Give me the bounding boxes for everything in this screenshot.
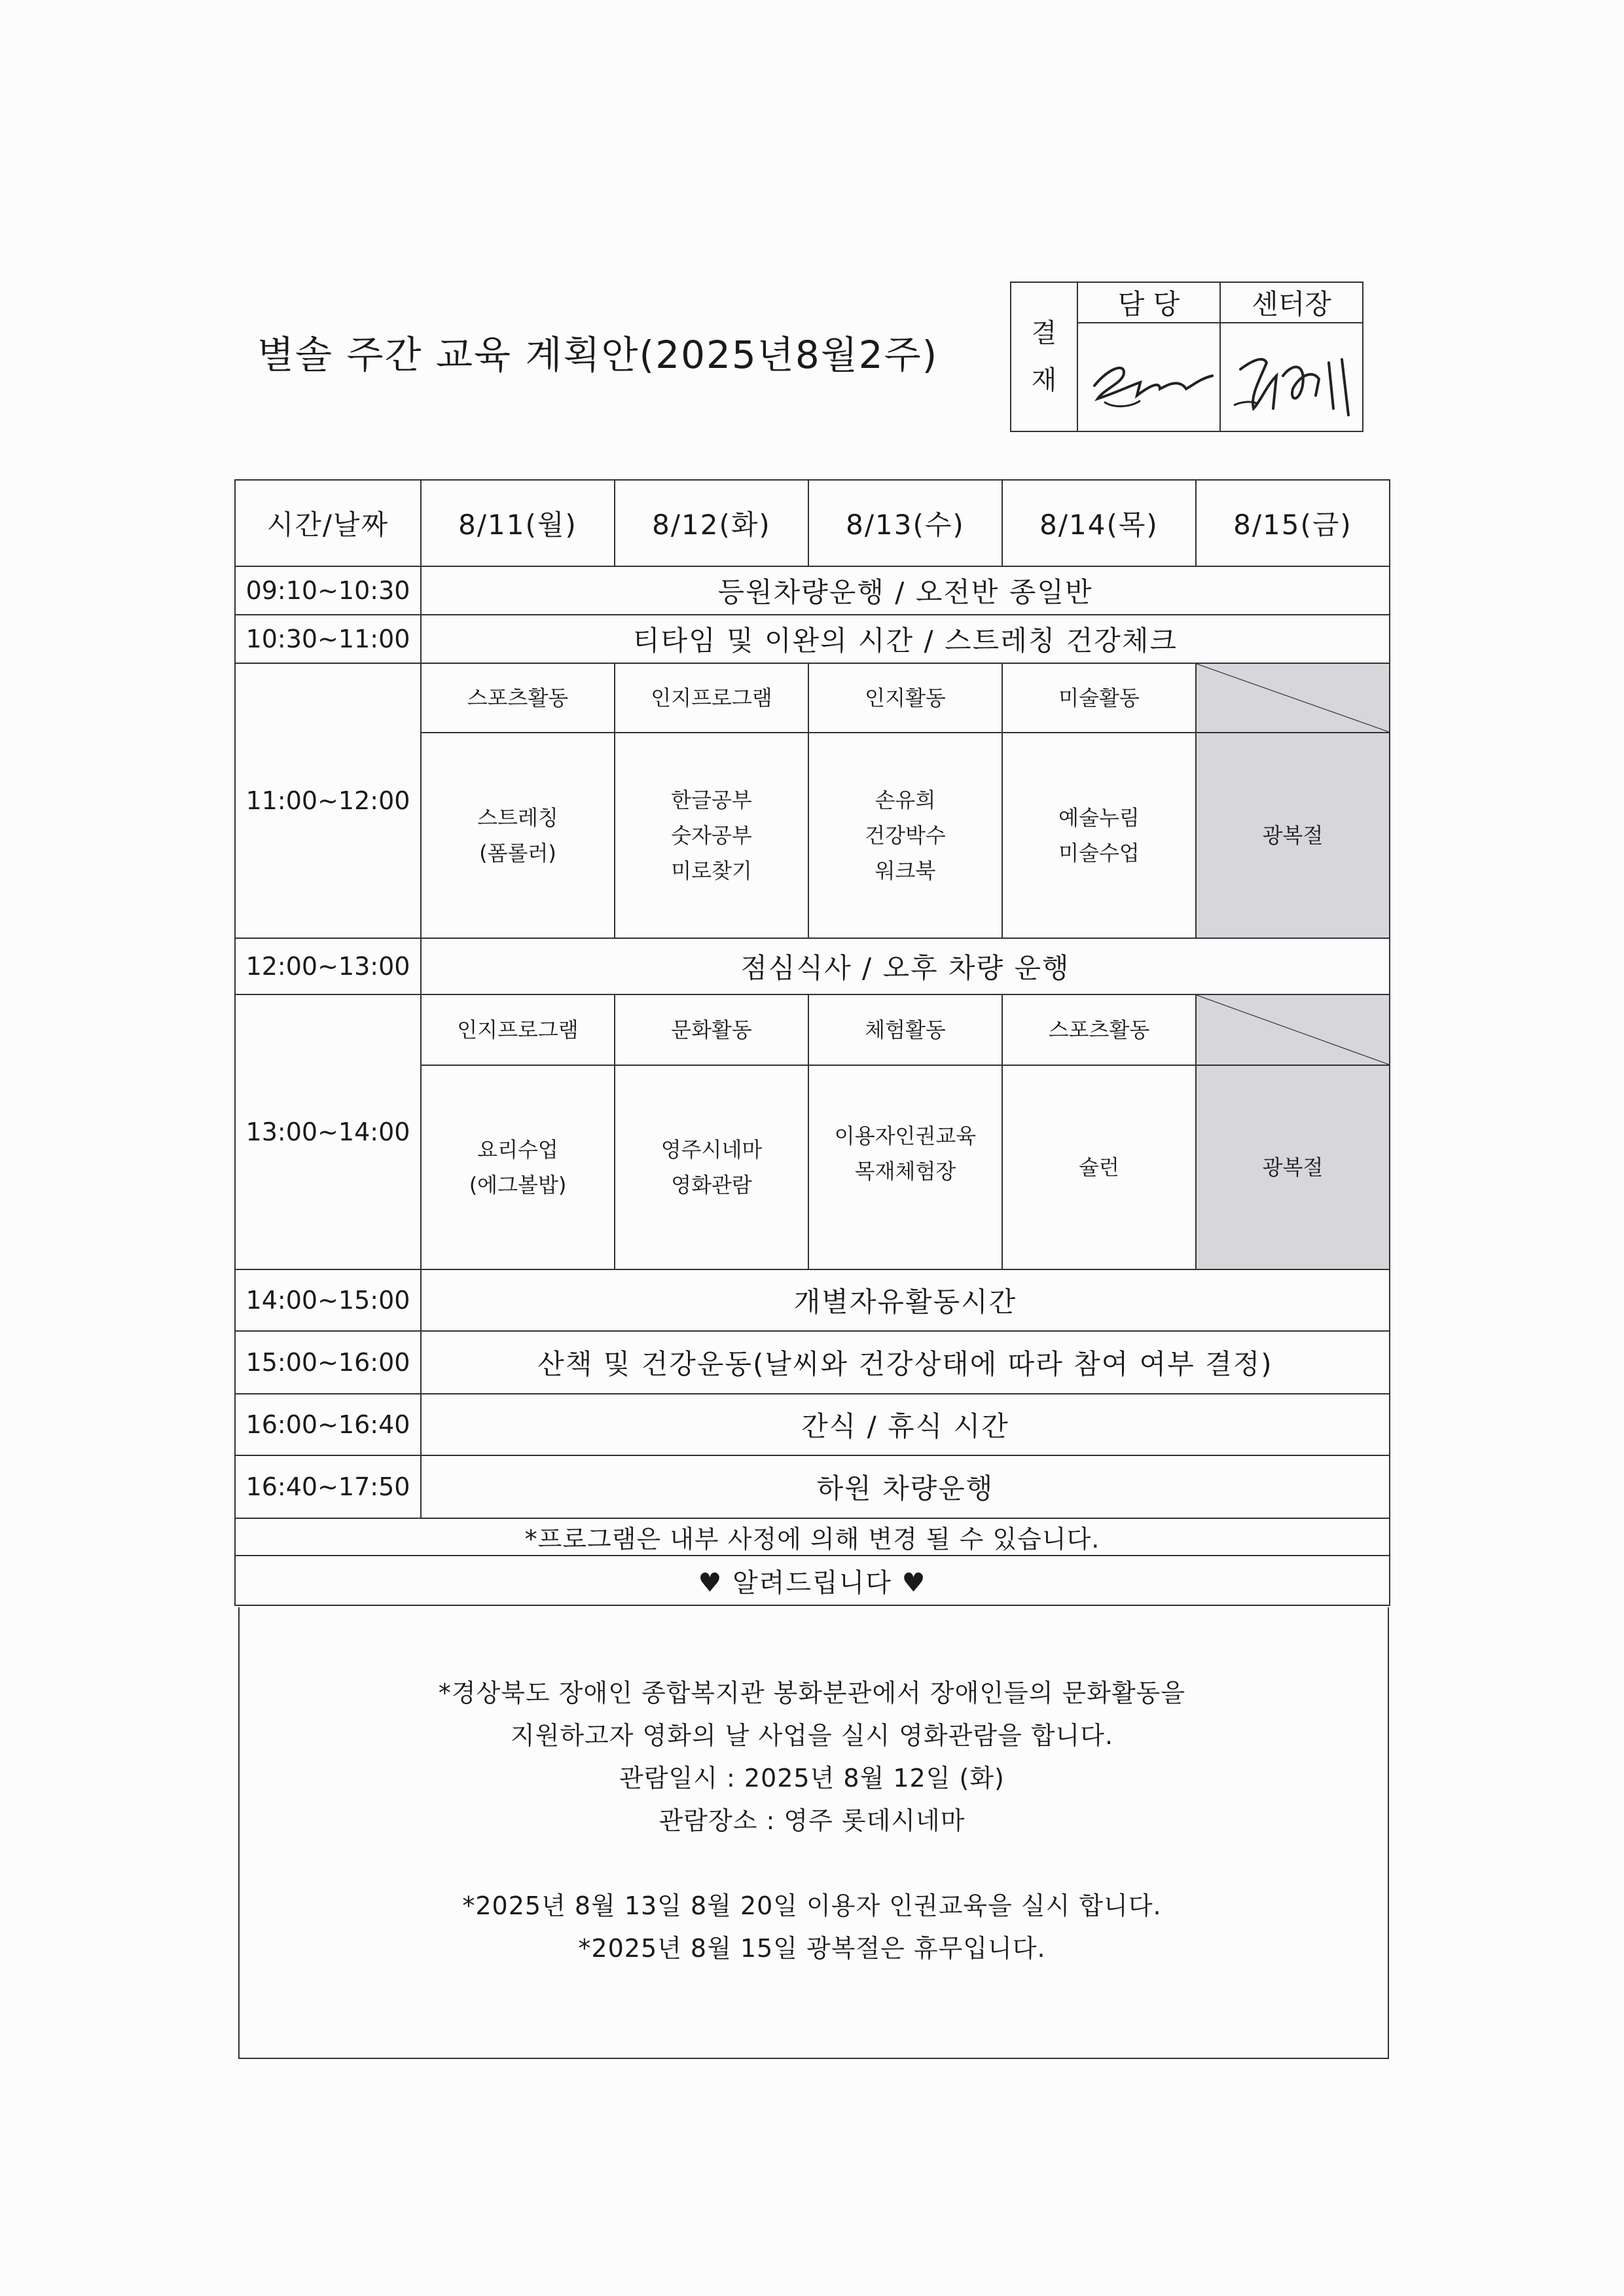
row-activity: 티타임 및 이완의 시간 / 스트레칭 건강체크 [421, 615, 1390, 663]
director-signature-graphic [1221, 323, 1362, 431]
heart-icon: ♥ [698, 1567, 723, 1598]
approval-box [1010, 282, 1363, 432]
header-day: 8/11(월) [421, 480, 615, 566]
header-day: 8/15(금) [1196, 480, 1390, 566]
approval-col-director: 센터장 [1220, 282, 1363, 323]
row-activity: 등원차량운행 / 오전반 종일반 [421, 566, 1390, 615]
notice-line: *2025년 8월 15일 광복절은 휴무입니다. [578, 1934, 1046, 1963]
activity-line: 요리수업 [477, 1137, 558, 1162]
activity-line: 워크북 [875, 858, 936, 883]
category-cell: 스포츠활동 [421, 663, 615, 733]
activity-line: 미로찾기 [671, 858, 752, 883]
activity-cell [615, 733, 808, 938]
activity-line: 건강박수 [865, 823, 946, 848]
manager-signature-graphic [1078, 323, 1219, 431]
page-title: 별솔 주간 교육 계획안(2025년8월2주) [257, 333, 939, 377]
time-slot: 16:00~16:40 [235, 1394, 421, 1455]
time-slot: 16:40~17:50 [235, 1455, 421, 1518]
approval-side-label-2: 재 [1031, 365, 1057, 395]
activity-line: (에그볼밥) [469, 1173, 567, 1197]
notice-line: *경상북도 장애인 종합복지관 봉화분관에서 장애인들의 문화활동을 [438, 1679, 1186, 1707]
holiday-diagonal-cell [1196, 663, 1390, 733]
activity-line: 목재체험장 [854, 1159, 956, 1184]
heart-icon: ♥ [901, 1567, 927, 1598]
header-day: 8/14(목) [1002, 480, 1196, 566]
activity-line: 영주시네마 [660, 1137, 763, 1162]
row-activity: 간식 / 휴식 시간 [421, 1394, 1390, 1455]
time-slot: 12:00~13:00 [235, 938, 421, 994]
activity-cell [1002, 1065, 1196, 1269]
activity-cell [1002, 733, 1196, 938]
activity-line: 숫자공부 [671, 823, 752, 848]
footnote: *프로그램은 내부 사정에 의해 변경 될 수 있습니다. [235, 1518, 1390, 1556]
row-activity: 개별자유활동시간 [421, 1269, 1390, 1331]
manager-signature [1077, 323, 1220, 431]
category-cell: 인지프로그램 [615, 663, 808, 733]
time-slot: 14:00~15:00 [235, 1269, 421, 1331]
time-slot: 09:10~10:30 [235, 566, 421, 615]
time-slot: 11:00~12:00 [235, 663, 421, 938]
activity-cell [808, 1065, 1002, 1269]
activity-line: 예술누림 [1058, 805, 1140, 830]
time-slot: 15:00~16:00 [235, 1331, 421, 1394]
activity-cell [421, 1065, 615, 1269]
holiday-diagonal-cell [1196, 994, 1390, 1065]
director-signature [1220, 323, 1363, 431]
category-cell: 문화활동 [615, 994, 808, 1065]
header-day: 8/12(화) [615, 480, 808, 566]
activity-line: (폼롤러) [479, 841, 556, 866]
time-slot: 13:00~14:00 [235, 994, 421, 1269]
schedule-table [234, 479, 1390, 1606]
notice-header [235, 1556, 1390, 1605]
activity-cell [421, 733, 615, 938]
approval-col-manager: 담 당 [1077, 282, 1220, 323]
approval-side-label [1011, 282, 1077, 431]
category-cell: 인지활동 [808, 663, 1002, 733]
row-activity: 점심식사 / 오후 차량 운행 [421, 938, 1390, 994]
category-cell: 미술활동 [1002, 663, 1196, 733]
approval-side-label-1: 결 [1031, 318, 1057, 348]
notice-line: 지원하고자 영화의 날 사업을 실시 영화관람을 합니다. [510, 1721, 1114, 1750]
category-cell: 체험활동 [808, 994, 1002, 1065]
time-slot: 10:30~11:00 [235, 615, 421, 663]
category-cell: 인지프로그램 [421, 994, 615, 1065]
activity-cell [808, 733, 1002, 938]
activity-cell [615, 1065, 808, 1269]
activity-line: 한글공부 [671, 788, 752, 812]
notice-line: *2025년 8월 13일 8월 20일 이용자 인권교육을 실시 합니다. [462, 1891, 1162, 1920]
header-day: 8/13(수) [808, 480, 1002, 566]
activity-line: 슐런 [1079, 1155, 1119, 1180]
header-time-label: 시간/날짜 [235, 480, 421, 566]
notice-line: 관람일시 : 2025년 8월 12일 (화) [619, 1764, 1005, 1793]
notice-line: 관람장소 : 영주 롯데시네마 [659, 1806, 965, 1835]
holiday-cell: 광복절 [1196, 1065, 1390, 1269]
notice-header-label: 알려드립니다 [732, 1567, 892, 1598]
category-cell: 스포츠활동 [1002, 994, 1196, 1065]
activity-line: 손유희 [875, 788, 936, 812]
activity-line: 영화관람 [671, 1173, 752, 1197]
activity-line: 이용자인권교육 [834, 1123, 977, 1148]
activity-line: 스트레칭 [477, 805, 558, 830]
row-activity: 하원 차량운행 [421, 1455, 1390, 1518]
activity-line: 미술수업 [1058, 841, 1140, 866]
row-activity: 산책 및 건강운동(날씨와 건강상태에 따라 참여 여부 결정) [421, 1331, 1390, 1394]
holiday-cell: 광복절 [1196, 733, 1390, 938]
